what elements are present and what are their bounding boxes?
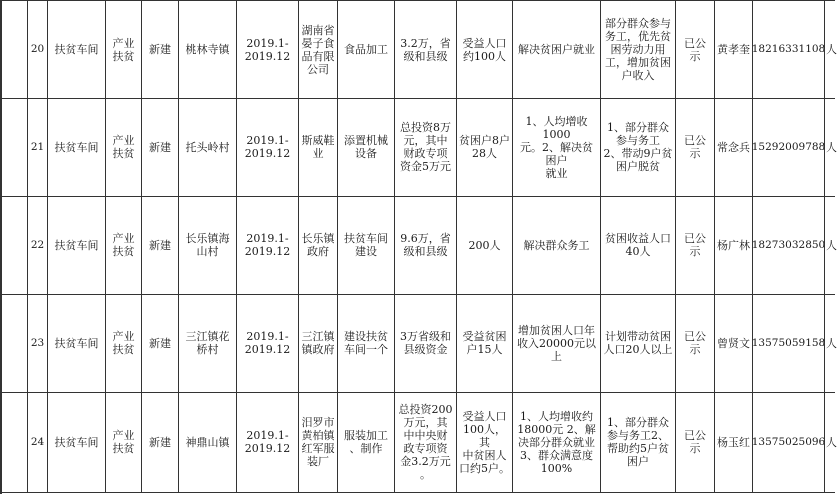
cell-contact: 黄孝奎 [714, 1, 752, 98]
cell-status: 新建 [141, 1, 178, 98]
cell-extra: 人 [824, 392, 840, 492]
cell-location: 神鼎山镇 [178, 392, 236, 492]
cell-content: 建设扶贫 车间一个 [337, 294, 394, 392]
cell-beneficiary: 受益人口 100人，其 中贫困人 口约5户。 [456, 392, 512, 492]
cell-funds: 总投资8万 元，其中 财政专项 资金5万元 [394, 98, 456, 196]
cell-owner: 长乐镇 政府 [298, 196, 337, 294]
cell-mechanism: 部分群众参与 务工，优先贫 困劳动力用 工，增加贫困 户收入 [600, 1, 675, 98]
cell-phone: 13575025096 [752, 392, 824, 492]
cell-phone: 18216331108 [752, 1, 824, 98]
table-row [0, 392, 840, 492]
cell-publicity: 已公 示 [675, 1, 714, 98]
cell-contact: 曾贤文 [714, 294, 752, 392]
cell-beneficiary: 受益贫困 户15人 [456, 294, 512, 392]
cell-type: 扶贫车间 [47, 98, 105, 196]
table-row [0, 1, 840, 98]
cell-beneficiary: 贫困户8户 28人 [456, 98, 512, 196]
cell-phone: 13575059158 [752, 294, 824, 392]
cell-category: 产业 扶贫 [105, 1, 141, 98]
cell-period: 2019.1- 2019.12 [236, 196, 298, 294]
cell-phone: 15292009788 [752, 98, 824, 196]
table-row [0, 196, 840, 294]
cell-status: 新建 [141, 98, 178, 196]
cell-benefit: 1、人均增收约 18000元 2、解 决部分群众就业 3、群众满意度 100% [512, 392, 600, 492]
cell-contact: 杨广林 [714, 196, 752, 294]
cell-contact: 常念兵 [714, 98, 752, 196]
cell-funds: 3万省级和 县级资金 [394, 294, 456, 392]
cell-content: 添置机械 设备 [337, 98, 394, 196]
cell-mechanism: 贫困收益人口 40人 [600, 196, 675, 294]
cell-location: 桃林寺镇 [178, 1, 236, 98]
cell-no: 22 [27, 196, 47, 294]
cell-no: 24 [27, 392, 47, 492]
cell-type: 扶贫车间 [47, 392, 105, 492]
cell-benefit: 1、人均增收1000 元。2、解决贫困户 就业 [512, 98, 600, 196]
cell-category: 产业 扶贫 [105, 196, 141, 294]
cell-owner: 汨罗市 黄柏镇 红军服 装厂 [298, 392, 337, 492]
cell-owner: 三江镇 镇政府 [298, 294, 337, 392]
cell-location: 长乐镇海 山村 [178, 196, 236, 294]
cell-category: 产业 扶贫 [105, 392, 141, 492]
cell-mechanism: 计划带动贫困 人口20人以上 [600, 294, 675, 392]
cell-benefit: 解决群众务工 [512, 196, 600, 294]
cell-type: 扶贫车间 [47, 196, 105, 294]
cell-extra: 人 [824, 294, 840, 392]
table-row [0, 98, 840, 196]
cell-publicity: 已公 示 [675, 98, 714, 196]
cell-funds: 总投资200 万元，其 中中央财 政专项资 金3.2万元 。 [394, 392, 456, 492]
cell-type: 扶贫车间 [47, 294, 105, 392]
cell-no: 21 [27, 98, 47, 196]
cell-category: 产业 扶贫 [105, 294, 141, 392]
cell-mechanism: 1、部分群众 参与务工2、 帮助约5户贫 困户 [600, 392, 675, 492]
cell-extra: 人 [824, 98, 840, 196]
cell-funds: 9.6万，省 级和县级 [394, 196, 456, 294]
cell-beneficiary: 受益人口 约100人 [456, 1, 512, 98]
cell-benefit: 增加贫困人口年 收入20000元以 上 [512, 294, 600, 392]
cell-period: 2019.1- 2019.12 [236, 294, 298, 392]
cell-location: 托头岭村 [178, 98, 236, 196]
cell-publicity: 已公 示 [675, 196, 714, 294]
cell-content: 食品加工 [337, 1, 394, 98]
cell-publicity: 已公 示 [675, 294, 714, 392]
cell-period: 2019.1- 2019.12 [236, 1, 298, 98]
cell-status: 新建 [141, 294, 178, 392]
cell-period: 2019.1- 2019.12 [236, 392, 298, 492]
cell-beneficiary: 200人 [456, 196, 512, 294]
cell-publicity: 已公 示 [675, 392, 714, 492]
cell-status: 新建 [141, 196, 178, 294]
cell-mechanism: 1、部分群众 参与务工 2、带动9户贫 困户脱贫 [600, 98, 675, 196]
cell-location: 三江镇花 桥村 [178, 294, 236, 392]
cell-funds: 3.2万，省 级和县级 [394, 1, 456, 98]
cell-content: 扶贫车间 建设 [337, 196, 394, 294]
row-divider [0, 492, 835, 493]
cell-category: 产业 扶贫 [105, 98, 141, 196]
cell-no: 20 [27, 1, 47, 98]
cell-owner: 湖南省 晏子食 品有限 公司 [298, 1, 337, 98]
cell-extra: 人 [824, 196, 840, 294]
cell-phone: 18273032850 [752, 196, 824, 294]
cell-no: 23 [27, 294, 47, 392]
cell-owner: 斯威鞋 业 [298, 98, 337, 196]
cell-type: 扶贫车间 [47, 1, 105, 98]
cell-contact: 杨玉红 [714, 392, 752, 492]
cell-extra: 人 [824, 1, 840, 98]
cell-period: 2019.1- 2019.12 [236, 98, 298, 196]
table-row [0, 294, 840, 392]
cell-benefit: 解决贫困户就业 [512, 1, 600, 98]
cell-status: 新建 [141, 392, 178, 492]
cell-content: 服装加工 、制作 [337, 392, 394, 492]
